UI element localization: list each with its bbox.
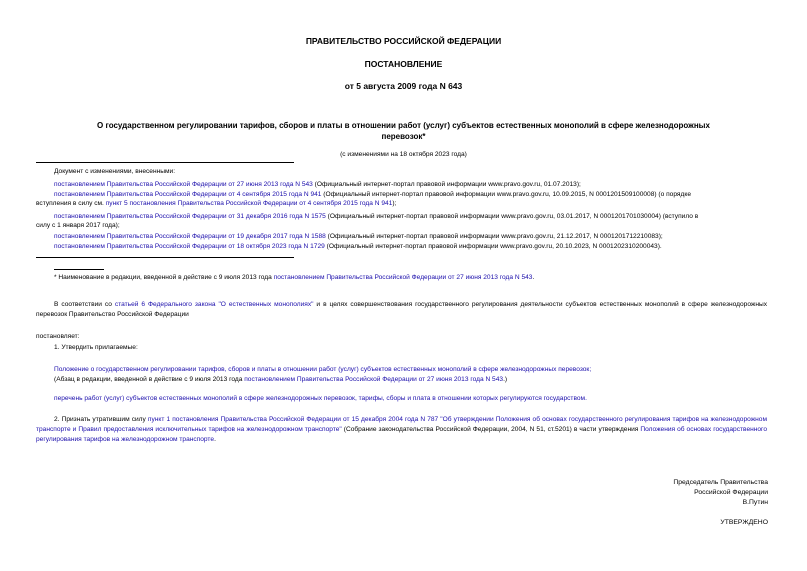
- repeal-link-2[interactable]: Положения об основах государственного регулирования тарифов на железнодорожном транспорте: [36, 426, 767, 443]
- approved-list-link[interactable]: перечень работ (услуг) субъектов естественных монополий в сфере железнодорожных перевозок, тарифы, сборы и плата в отношении которых регулируются государством.: [54, 395, 587, 402]
- document-title: [0, 120, 807, 142]
- repeal-link[interactable]: пункт 1 постановления Правительства Российской Федерации от 15 декабря 2004 года N 787 "Об утверждении Положения об основах государственного регулирования тарифов на железнодорожном транспорте и Правил предоставления исключительных тарифов на железнодорожном транспорте": [36, 416, 767, 433]
- regulation-note-link[interactable]: постановлением Правительства Российской Федерации от 27 июня 2013 года N 543: [244, 376, 504, 383]
- repeal-prefix: 2. Признать утратившим силу: [54, 416, 148, 423]
- document-date-number: от 5 августа 2009 года N 643: [344, 81, 463, 91]
- footnote-suffix: .: [532, 274, 535, 281]
- change-rest-3: (Официальный интернет-портал правовой информации www.pravo.gov.ru, 03.01.2017, N 0001201701030004) (вступило в: [325, 213, 699, 220]
- change-cont-link-2[interactable]: пункт 5 постановления Правительства Российской Федерации от 4 сентября 2015 года N 941: [105, 200, 393, 207]
- government-title: ПРАВИТЕЛЬСТВО РОССИЙСКОЙ ФЕДЕРАЦИИ: [305, 36, 502, 46]
- changes-intro: Документ с изменениями, внесенными:: [54, 168, 176, 175]
- footnote-prefix: * Наименование в редакции, введенной в действие с 9 июля 2013 года: [54, 274, 274, 281]
- change-link-5[interactable]: постановлением Правительства Российской Федерации от 18 октября 2023 года N 1729: [54, 243, 325, 250]
- changes-top-rule: [36, 162, 294, 163]
- approved-list-item: [54, 394, 587, 403]
- change-item-5: [54, 242, 662, 251]
- document-type: ПОСТАНОВЛЕНИЕ: [364, 59, 443, 69]
- change-item-1: [54, 180, 581, 189]
- signature-block: [673, 478, 768, 508]
- signature-country: Российской Федерации: [694, 489, 768, 496]
- change-link-2[interactable]: постановлением Правительства Российской Федерации от 4 сентября 2015 года N 941: [54, 191, 322, 198]
- approve-text: 1. Утвердить прилагаемые:: [54, 344, 138, 351]
- change-item-2: [54, 190, 691, 199]
- approved-regulation-link[interactable]: Положение о государственном регулировании тарифов, сборов и платы в отношении работ (услуг) субъектов естественных монополий в сфере железнодорожных перевозок;: [54, 366, 592, 373]
- change-link-4[interactable]: постановлением Правительства Российской Федерации от 19 декабря 2017 года N 1588: [54, 233, 326, 240]
- title-line-1: О государственном регулировании тарифов, сборов и платы в отношении работ (услуг) субъектов естественных монополий в сфере железнодорожных: [97, 121, 710, 130]
- approved-stamp: УТВЕРЖДЕНО: [720, 519, 768, 526]
- change-cont-prefix-2: вступления в силу см.: [36, 200, 106, 207]
- signature-name: В.Путин: [742, 499, 768, 506]
- repeal-mid: (Собрание законодательства Российской Федерации, 2004, N 51, ст.5201) в части утверждения: [341, 426, 641, 433]
- approved-regulation-note: [54, 375, 507, 384]
- repeal-suffix: .: [214, 436, 216, 443]
- title-line-2: перевозок*: [381, 132, 426, 141]
- approved-regulation-item: [54, 365, 591, 374]
- preamble-prefix: В соответствии со: [54, 301, 115, 308]
- change-item-3: [54, 212, 698, 221]
- repeal-paragraph: [36, 415, 767, 445]
- preamble-paragraph: [36, 300, 767, 320]
- change-rest-2: (Официальный интернет-портал правовой информации www.pravo.gov.ru, 10.09.2015, N 0001201509100008) (о порядке: [321, 191, 691, 198]
- revision-note: (с изменениями на 18 октября 2023 года): [340, 151, 467, 158]
- change-link-3[interactable]: постановлением Правительства Российской Федерации от 31 декабря 2016 года N 1575: [54, 213, 326, 220]
- footnote-rule: [54, 269, 104, 270]
- footnote-link[interactable]: постановлением Правительства Российской Федерации от 27 июня 2013 года N 543: [273, 274, 533, 281]
- preamble-law-link[interactable]: статьей 6 Федерального закона "О естественных монополиях": [114, 301, 314, 308]
- change-cont-suffix-2: );: [392, 200, 397, 207]
- change-item-3-cont: силу с 1 января 2017 года);: [36, 222, 120, 229]
- change-rest-1: (Официальный интернет-портал правовой информации www.pravo.gov.ru, 01.07.2013);: [312, 181, 581, 188]
- regulation-note-suffix: .): [503, 376, 508, 383]
- regulation-note-prefix: (Абзац в редакции, введенной в действие с 9 июля 2013 года: [54, 376, 245, 383]
- resolves-text: постановляет:: [36, 333, 80, 340]
- change-link-1[interactable]: постановлением Правительства Российской Федерации от 27 июня 2013 года N 543: [54, 181, 313, 188]
- preamble-rest: и в целях совершенствования государственного регулирования деятельности субъектов естественных монополий в сфере железнодорожных перевозок Правительство Российской Федерации: [36, 301, 768, 318]
- change-rest-5: (Официальный интернет-портал правовой информации www.pravo.gov.ru, 20.10.2023, N 0001202310200043).: [324, 243, 662, 250]
- footnote: [54, 273, 534, 282]
- changes-bottom-rule: [36, 257, 294, 258]
- change-item-4: [54, 232, 663, 241]
- signature-position: Председатель Правительства: [673, 479, 768, 486]
- change-rest-4: (Официальный интернет-портал правовой информации www.pravo.gov.ru, 21.12.2017, N 0001201712210083);: [325, 233, 663, 240]
- change-item-2-cont: [36, 199, 396, 208]
